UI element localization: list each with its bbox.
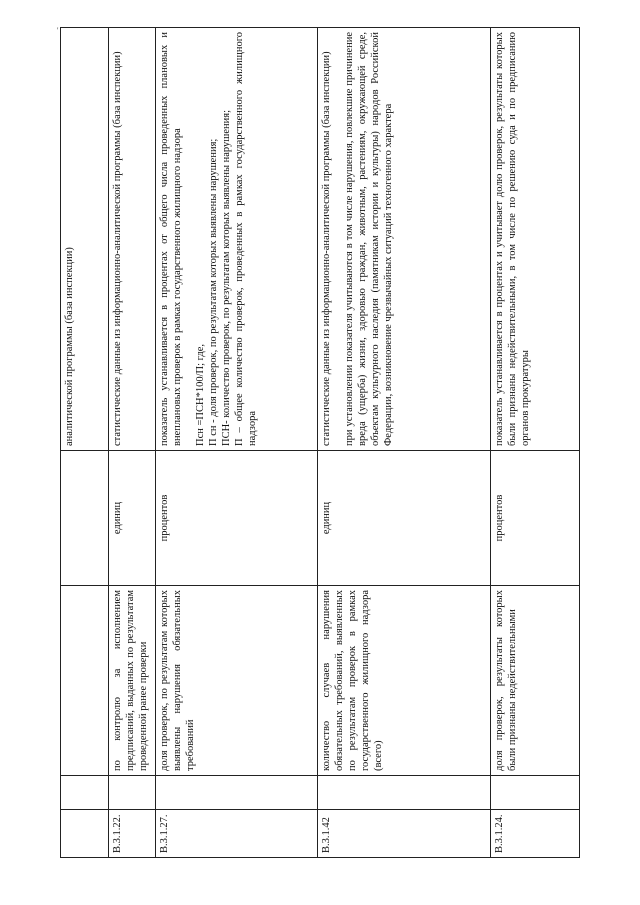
cell-name: по контролю за исполнением предписаний, выданных по результатам проведенной ранее проверки <box>108 586 156 776</box>
cell-spacer <box>318 776 491 810</box>
cell-method <box>318 28 491 451</box>
cell-method <box>156 28 318 451</box>
method-definition: П сн - доля проверок, по результатам которых выявлены нарушения; <box>208 138 220 446</box>
cell-code: В.3.1.27. <box>156 810 318 858</box>
method-definition: П – общее количество проверок, проведенных в рамках государственного жилищного надзора <box>234 32 259 446</box>
cell-code: В.3.1.22. <box>108 810 156 858</box>
cell-spacer <box>156 776 318 810</box>
cell-code: В.3.1.42 <box>318 810 491 858</box>
method-paragraph: при установлении показателя учитываются в том числе нарушения, повлекшие причинение вреда (ущерба) жизни, здоровью граждан, животным, растениям, окружающей среде, объектам культурного наследия (памятникам истории и культуры) народов Российской Федерации, возникновение чрезвычайных ситуаций техногенного характера <box>344 32 395 446</box>
cell-unit: единиц <box>318 451 491 586</box>
cell-unit: процентов <box>491 451 580 586</box>
cell-name-empty <box>61 586 109 776</box>
cell-spacer <box>108 776 156 810</box>
cell-name: доля проверок, по результатам которых выявлены нарушения обязательных требований <box>156 586 318 776</box>
cell-unit-empty <box>61 451 109 586</box>
cell-method: показатель устанавливается в процентах и учитывает долю проверок, результаты которых были признаны недействительными, в том числе по решению суда и по предписанию органов прокуратуры <box>491 28 580 451</box>
cell-code-empty <box>61 810 109 858</box>
table-row-continuation <box>61 28 109 858</box>
table-row <box>491 28 580 858</box>
table-row <box>156 28 318 858</box>
page-corner-mark: ' <box>57 26 59 35</box>
method-definition: ПСН- количество проверок, по результатам которых выявлены нарушения; <box>221 110 233 446</box>
cell-unit: процентов <box>156 451 318 586</box>
rotated-sheet <box>60 28 580 858</box>
cell-unit: единиц <box>108 451 156 586</box>
table-row <box>318 28 491 858</box>
method-formula: Псн =ПСН*100/П; где, <box>195 343 207 446</box>
cell-method-continuation: аналитической программы (база инспекции) <box>61 28 109 451</box>
cell-code: В.3.1.24. <box>491 810 580 858</box>
table-row <box>108 28 156 858</box>
cell-spacer <box>61 776 109 810</box>
cell-method: статистические данные из информационно-аналитической программы (база инспекции) <box>108 28 156 451</box>
indicators-table <box>60 27 580 858</box>
cell-name: количество случаев нарушения обязательных требований, выявленных по результатам проверок в рамках государственного жилищного надзора (всего) <box>318 586 491 776</box>
method-paragraph: показатель устанавливается в процентах от общего числа проведенных плановых и внеплановых проверок в рамках государственного жилищного надзора <box>159 32 184 446</box>
method-paragraph: статистические данные из информационно-аналитической программы (база инспекции) <box>321 51 333 446</box>
cell-name: доля проверок, результаты которых были признаны недействительными <box>491 586 580 776</box>
cell-spacer <box>491 776 580 810</box>
